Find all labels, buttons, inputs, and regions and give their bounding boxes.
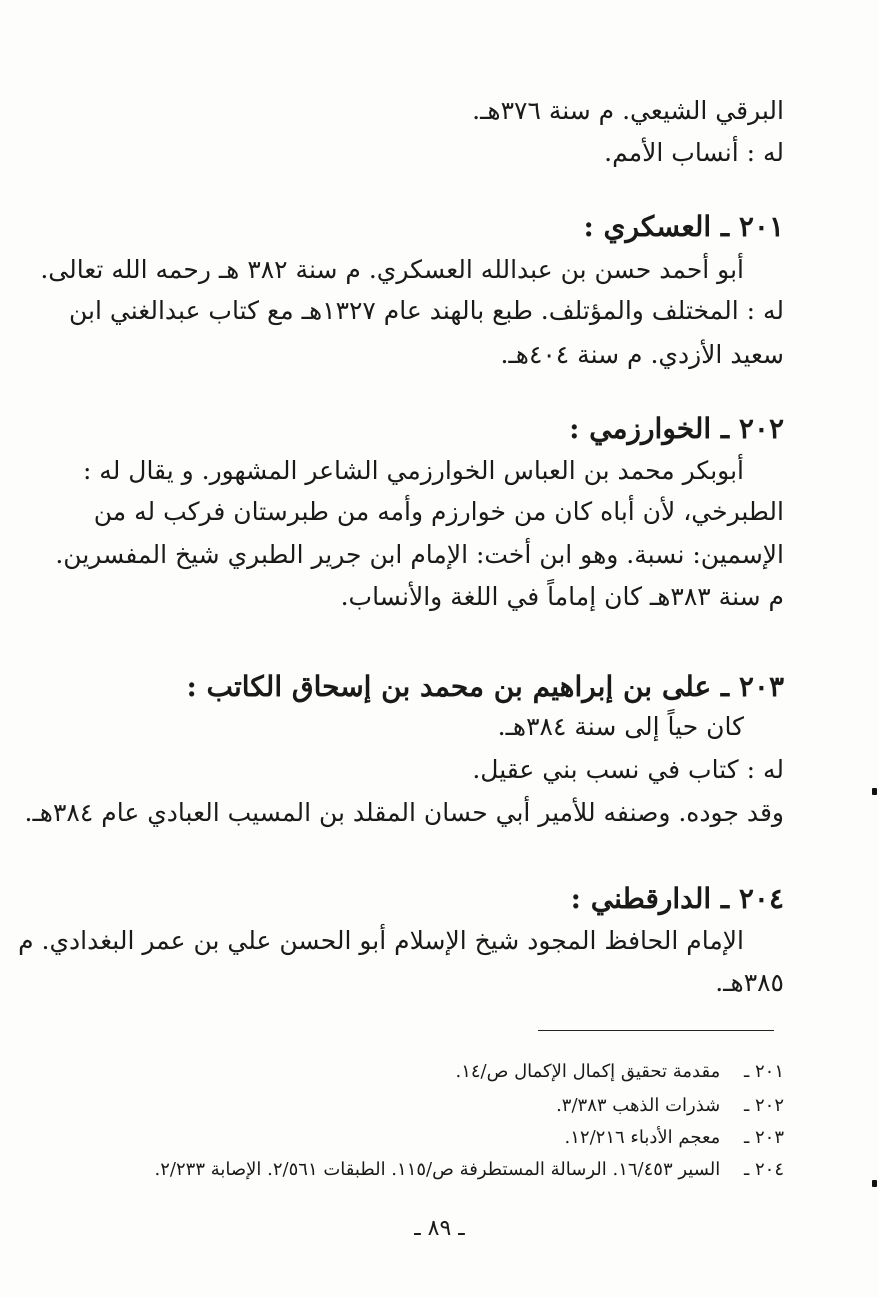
entry-203-line-3: وقد جوده. وصنفه للأمير أبي حسان المقلد بن المسيب العبادي عام ٣٨٤هـ. [24, 798, 784, 827]
intro-line-2: له : أنساب الأمم. [604, 138, 784, 167]
footnote-201 [455, 1060, 784, 1084]
footnote-202 [556, 1094, 784, 1118]
footnote-204-text: السير ١٦/٤٥٣. الرسالة المستطرفة ص/١١٥. الطبقات ٢/٥٦١. الإصابة ٢/٢٣٣. [154, 1159, 721, 1180]
entry-204-line-2: ٣٨٥هـ. [715, 968, 784, 997]
footnote-203-number: ٢٠٣ ـ [743, 1127, 784, 1148]
footnote-202-text: شذرات الذهب ٣/٣٨٣. [556, 1095, 721, 1116]
entry-204-line-1: الإمام الحافظ المجود شيخ الإسلام أبو الحسن علي بن عمر البغدادي. م [18, 926, 744, 955]
entry-203-line-1: كان حياً إلى سنة ٣٨٤هـ. [497, 712, 744, 741]
entry-202-line-2: الطبرخي، لأن أباه كان من خوارزم وأمه من طبرستان فركب له من [93, 497, 784, 526]
entry-202-line-1: أبوبكر محمد بن العباس الخوارزمي الشاعر المشهور. و يقال له : [82, 456, 744, 485]
scan-speck [872, 1180, 877, 1187]
entry-202-line-4: م سنة ٣٨٣هـ كان إماماً في اللغة والأنساب. [340, 582, 784, 611]
footnote-204-number: ٢٠٤ ـ [743, 1159, 784, 1180]
entry-201-line-1: أبو أحمد حسن بن عبدالله العسكري. م سنة ٣٨٢ هـ رحمه الله تعالى. [40, 255, 744, 284]
footnote-204 [155, 1158, 784, 1182]
footnote-201-number: ٢٠١ ـ [743, 1061, 784, 1082]
entry-203-heading: ٢٠٣ ـ على بن إبراهيم بن محمد بن إسحاق الكاتب : [186, 670, 784, 703]
entry-203-line-2: له : كتاب في نسب بني عقيل. [472, 755, 784, 784]
page-number: ـ ٨٩ ـ [414, 1216, 465, 1241]
entry-201-line-2: له : المختلف والمؤتلف. طبع بالهند عام ١٣٢٧هـ مع كتاب عبدالغني ابن [69, 296, 784, 325]
entry-201-line-3: سعيد الأزدي. م سنة ٤٠٤هـ. [500, 340, 784, 369]
entry-204-heading: ٢٠٤ ـ الدارقطني : [570, 882, 784, 915]
footnote-203 [565, 1126, 784, 1150]
entry-202-heading: ٢٠٢ ـ الخوارزمي : [569, 412, 784, 445]
footnote-203-text: معجم الأدباء ١٢/٢١٦. [564, 1127, 721, 1148]
footnote-202-number: ٢٠٢ ـ [743, 1095, 784, 1116]
scan-speck [872, 788, 877, 795]
footnote-separator [538, 1030, 774, 1031]
intro-line-1: البرقي الشيعي. م سنة ٣٧٦هـ. [472, 96, 784, 125]
footnote-201-text: مقدمة تحقيق إكمال الإكمال ص/١٤. [455, 1061, 721, 1082]
entry-202-line-3: الإسمين: نسبة. وهو ابن أخت: الإمام ابن جرير الطبري شيخ المفسرين. [55, 540, 784, 569]
entry-201-heading: ٢٠١ ـ العسكري : [583, 210, 784, 243]
